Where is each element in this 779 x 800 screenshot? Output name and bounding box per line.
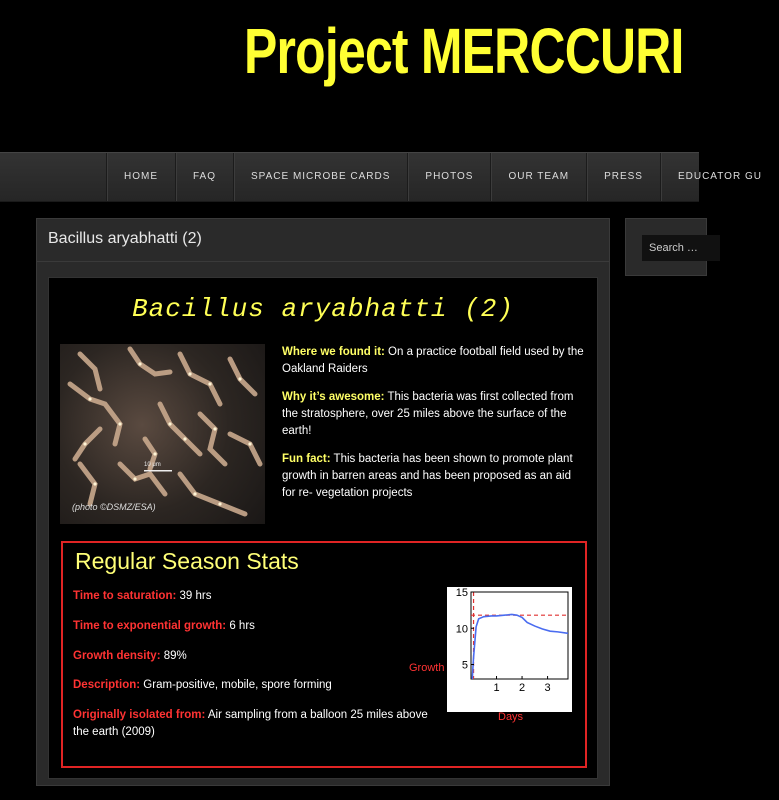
- photo-credit: (photo ©DSMZ/ESA): [72, 502, 156, 512]
- microbe-photo: [60, 344, 265, 524]
- fact-where-found: [282, 344, 587, 378]
- x-tick-label: 1: [493, 682, 500, 694]
- fact-why-awesome: [282, 389, 587, 440]
- stats-title: Regular Season Stats: [75, 548, 299, 574]
- fact-label: Where we found it:: [282, 346, 385, 358]
- fact-text: This bacteria was first collected from the stratosphere, over 25 miles above the surface of the earth!: [282, 391, 574, 437]
- y-tick-label: 5: [461, 659, 468, 672]
- growth-chart-svg: [447, 587, 572, 712]
- stat-value: Gram-positive, mobile, spore forming: [140, 679, 332, 691]
- stat-description: [73, 677, 443, 694]
- nav-item-our-team[interactable]: OUR TEAM: [490, 153, 586, 201]
- bacteria-chains-image: [60, 344, 265, 524]
- main-navigation: [0, 152, 762, 202]
- post-header: [37, 219, 609, 262]
- nav-item-photos[interactable]: PHOTOS: [407, 153, 490, 201]
- nav-item-press[interactable]: PRESS: [586, 153, 660, 201]
- search-input[interactable]: [642, 235, 720, 261]
- stat-label: Description:: [73, 679, 141, 691]
- stat-value: Air sampling from a balloon 25 miles above the earth (2009): [73, 709, 428, 738]
- stat-time-to-saturation: [73, 588, 443, 605]
- chart-y-label: Growth: [409, 662, 445, 674]
- stat-label: Time to exponential growth:: [73, 620, 227, 632]
- stat-label: Originally isolated from:: [73, 709, 206, 721]
- fact-text: This bacteria has been shown to promote plant growth in barren areas and has been proposed as an aid for re- vegetation projects: [282, 453, 573, 499]
- chart-x-label: Days: [498, 711, 524, 723]
- site-title[interactable]: Project MERCCURI: [244, 15, 684, 87]
- growth-chart: [447, 587, 572, 712]
- stat-originally-isolated-from: [73, 707, 443, 741]
- stat-label: Time to saturation:: [73, 590, 177, 602]
- post-title: Bacillus aryabhatti (2): [48, 230, 202, 247]
- stat-value: 89%: [160, 650, 187, 662]
- photo-scale-bar: 10 μm: [144, 462, 161, 468]
- post-panel: [36, 218, 610, 786]
- stat-label: Growth density:: [73, 650, 161, 662]
- stats-box: [61, 541, 587, 768]
- stat-time-to-exponential-growth: [73, 618, 443, 635]
- x-tick-label: 3: [544, 682, 551, 694]
- nav-item-home[interactable]: HOME: [106, 153, 175, 201]
- stat-value: 6 hrs: [226, 620, 255, 632]
- x-tick-label: 2: [518, 682, 526, 694]
- card-title: Bacillus aryabhatti (2): [132, 294, 514, 324]
- nav-menu: [106, 153, 779, 201]
- fact-list: [282, 344, 587, 513]
- fact-label: Why it’s awesome:: [282, 391, 385, 403]
- fact-fun-fact: [282, 451, 587, 502]
- stat-growth-density: [73, 648, 443, 665]
- y-tick-label: 10: [455, 623, 468, 636]
- stat-value: 39 hrs: [176, 590, 212, 602]
- nav-item-educator-guide[interactable]: EDUCATOR GU: [660, 153, 779, 201]
- fact-text: On a practice football field used by the Oakland Raiders: [282, 346, 584, 375]
- fact-label: Fun fact:: [282, 453, 331, 465]
- nav-item-faq[interactable]: FAQ: [175, 153, 233, 201]
- nav-item-space-microbe-cards[interactable]: SPACE MICROBE CARDS: [233, 153, 407, 201]
- chart-plot-area: [471, 592, 568, 679]
- y-tick-label: 15: [455, 587, 468, 599]
- sidebar-search-widget: [625, 218, 707, 276]
- microbe-card: [48, 277, 598, 779]
